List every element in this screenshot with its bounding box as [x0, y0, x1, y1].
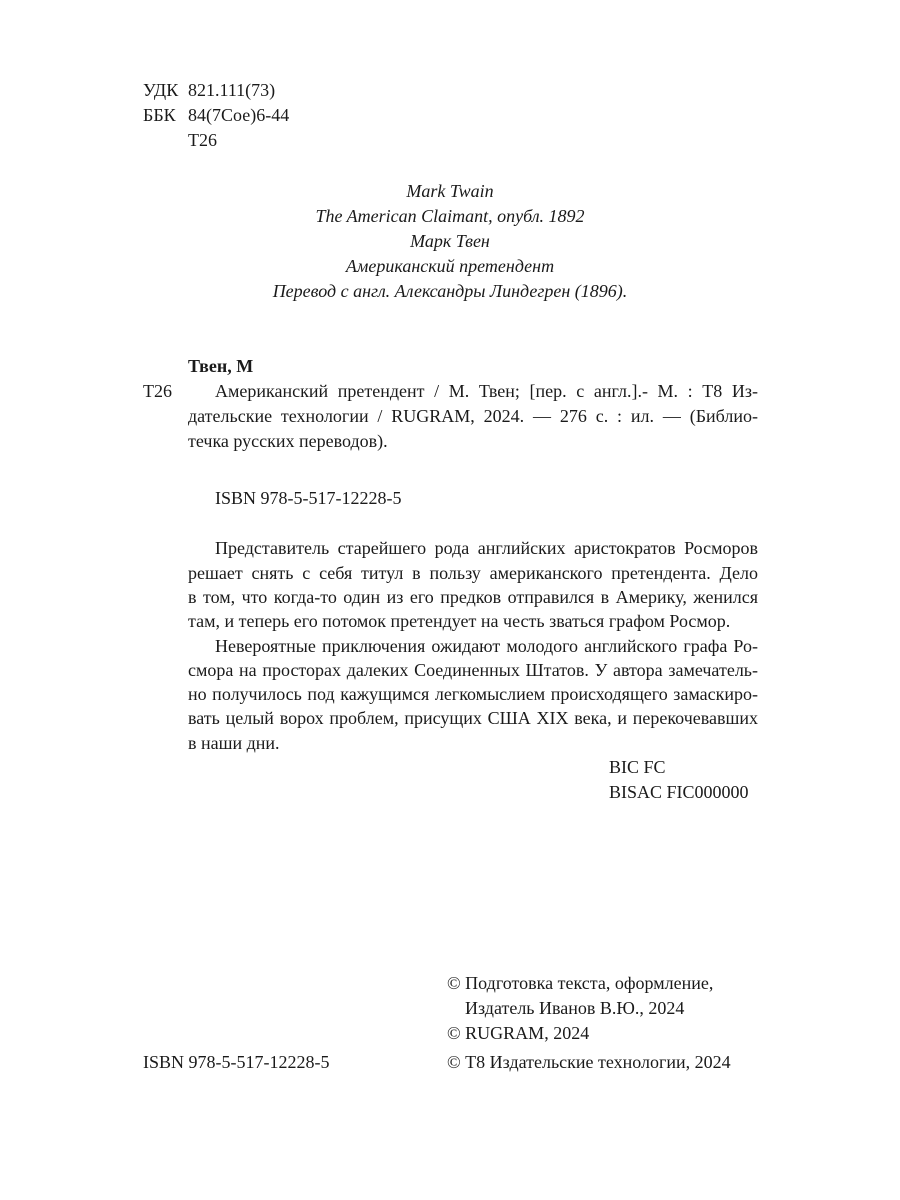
annotation-line: там, и теперь его потомок претендует на честь зваться графом Росмор.	[188, 611, 731, 631]
annotation-line: решает снять с себя титул в пользу американского претендента. Дело	[188, 563, 758, 583]
copyright-line: Издатель Иванов В.Ю., 2024	[465, 998, 685, 1018]
translated-author: Марк Твен	[410, 231, 490, 251]
author-mark: Т26	[188, 130, 217, 150]
udk-code: 821.111(73)	[188, 80, 276, 100]
annotation-line: но получилось под кажущимся легкомыслием происходящего замаскиро-	[188, 684, 758, 704]
original-author: Mark Twain	[406, 181, 494, 201]
record-line: дательские технологии / RUGRAM, 2024. — 276 с. : ил. — (Библио-	[188, 406, 758, 426]
copyright-line: © Подготовка текста, оформление,	[447, 973, 714, 993]
annotation-line: Невероятные приключения ожидают молодого английского графа Ро-	[215, 636, 758, 656]
original-title: The American Claimant, опубл. 1892	[315, 206, 585, 226]
annotation-line: вать целый ворох проблем, присущих США XIX века, и перекочевавших	[188, 708, 758, 728]
annotation-line: Представитель старейшего рода английских аристократов Росморов	[215, 538, 758, 558]
translated-title: Американский претендент	[345, 256, 555, 276]
record-mark: Т26	[143, 381, 172, 401]
record-line: течка русских переводов).	[188, 431, 388, 451]
record-heading: Твен, М	[188, 356, 254, 376]
annotation-line: в том, что когда-то один из его предков отправился в Америку, женился	[188, 587, 758, 607]
bbk-label: ББК	[143, 105, 176, 125]
copyright-line: © Т8 Издательские технологии, 2024	[447, 1052, 731, 1072]
udk-label: УДК	[143, 80, 179, 100]
translation-credit: Перевод с англ. Александры Линдегрен (1896).	[272, 281, 628, 301]
bic-code: BIC FC	[609, 757, 666, 777]
bbk-code: 84(7Сое)6-44	[188, 105, 290, 125]
bisac-code: BISAC FIC000000	[609, 782, 749, 802]
record-line: Американский претендент / М. Твен; [пер. с англ.].- М. : Т8 Из-	[215, 381, 758, 401]
record-isbn: ISBN 978-5-517-12228-5	[215, 488, 402, 508]
annotation-line: смора на просторах далеких Соединенных Штатов. У автора замечатель-	[188, 660, 758, 680]
annotation-line: в наши дни.	[188, 733, 280, 753]
copyright-line: © RUGRAM, 2024	[447, 1023, 590, 1043]
footer-isbn: ISBN 978-5-517-12228-5	[143, 1052, 330, 1072]
